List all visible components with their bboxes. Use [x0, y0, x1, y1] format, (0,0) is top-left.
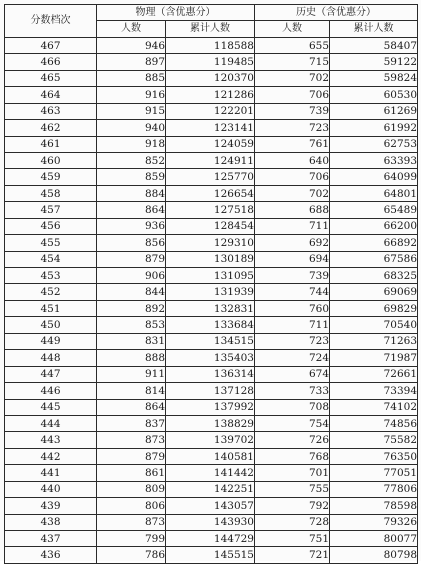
cell-physics-cumulative: 137128 — [166, 383, 255, 399]
cell-physics-cumulative: 124059 — [166, 136, 255, 152]
score-distribution-table — [4, 4, 418, 564]
cell-history-cumulative: 60530 — [330, 87, 418, 103]
cell-physics-cumulative: 120370 — [166, 70, 255, 86]
cell-physics-count: 916 — [97, 87, 166, 103]
table-row — [5, 103, 418, 119]
table-body — [5, 37, 418, 563]
cell-history-count: 674 — [255, 366, 330, 382]
cell-physics-cumulative: 138829 — [166, 415, 255, 431]
cell-physics-cumulative: 132831 — [166, 300, 255, 316]
cell-physics-count: 936 — [97, 218, 166, 234]
cell-history-count: 715 — [255, 54, 330, 70]
cell-physics-count: 915 — [97, 103, 166, 119]
cell-history-cumulative: 71263 — [330, 333, 418, 349]
cell-history-cumulative: 66200 — [330, 218, 418, 234]
table-row — [5, 185, 418, 201]
cell-history-count: 760 — [255, 300, 330, 316]
cell-physics-count: 888 — [97, 350, 166, 366]
cell-history-count: 733 — [255, 383, 330, 399]
cell-history-count: 688 — [255, 202, 330, 218]
cell-score: 464 — [5, 87, 97, 103]
cell-score: 444 — [5, 415, 97, 431]
cell-score: 436 — [5, 547, 97, 563]
cell-history-count: 739 — [255, 268, 330, 284]
table-row — [5, 120, 418, 136]
cell-history-count: 702 — [255, 70, 330, 86]
cell-history-cumulative: 69829 — [330, 300, 418, 316]
cell-score: 451 — [5, 300, 97, 316]
cell-physics-cumulative: 145515 — [166, 547, 255, 563]
cell-history-cumulative: 71987 — [330, 350, 418, 366]
cell-history-count: 792 — [255, 498, 330, 514]
cell-physics-cumulative: 121286 — [166, 87, 255, 103]
cell-score: 446 — [5, 383, 97, 399]
cell-history-count: 692 — [255, 235, 330, 251]
cell-history-cumulative: 66892 — [330, 235, 418, 251]
table-row — [5, 202, 418, 218]
header-score-band: 分数档次 — [5, 5, 97, 38]
cell-score: 457 — [5, 202, 97, 218]
cell-history-cumulative: 69069 — [330, 284, 418, 300]
cell-history-cumulative: 68325 — [330, 268, 418, 284]
cell-history-count: 694 — [255, 251, 330, 267]
cell-physics-cumulative: 144729 — [166, 531, 255, 547]
table-row — [5, 268, 418, 284]
cell-score: 442 — [5, 448, 97, 464]
cell-history-cumulative: 62753 — [330, 136, 418, 152]
cell-physics-count: 906 — [97, 268, 166, 284]
cell-history-count: 755 — [255, 481, 330, 497]
cell-score: 455 — [5, 235, 97, 251]
table-row — [5, 333, 418, 349]
table-row — [5, 37, 418, 53]
cell-history-count: 754 — [255, 415, 330, 431]
cell-score: 461 — [5, 136, 97, 152]
cell-physics-count: 859 — [97, 169, 166, 185]
cell-score: 441 — [5, 465, 97, 481]
table-row — [5, 498, 418, 514]
cell-score: 445 — [5, 399, 97, 415]
cell-score: 460 — [5, 152, 97, 168]
cell-score: 448 — [5, 350, 97, 366]
cell-physics-cumulative: 131095 — [166, 268, 255, 284]
cell-physics-count: 864 — [97, 399, 166, 415]
cell-physics-cumulative: 127518 — [166, 202, 255, 218]
cell-physics-cumulative: 125770 — [166, 169, 255, 185]
header-history-cumulative: 累计人数 — [330, 21, 418, 37]
table-row — [5, 136, 418, 152]
header-history: 历史（含优惠分） — [255, 5, 418, 21]
cell-score: 439 — [5, 498, 97, 514]
table-row — [5, 300, 418, 316]
cell-physics-count: 879 — [97, 251, 166, 267]
cell-physics-count: 844 — [97, 284, 166, 300]
cell-history-count: 728 — [255, 514, 330, 530]
cell-physics-count: 806 — [97, 498, 166, 514]
cell-history-cumulative: 72661 — [330, 366, 418, 382]
table-row — [5, 531, 418, 547]
cell-history-cumulative: 80077 — [330, 531, 418, 547]
cell-physics-count: 885 — [97, 70, 166, 86]
table-row — [5, 284, 418, 300]
cell-score: 450 — [5, 317, 97, 333]
cell-physics-cumulative: 135403 — [166, 350, 255, 366]
cell-history-count: 721 — [255, 547, 330, 563]
cell-score: 456 — [5, 218, 97, 234]
cell-history-count: 706 — [255, 169, 330, 185]
cell-history-cumulative: 64801 — [330, 185, 418, 201]
cell-history-count: 655 — [255, 37, 330, 53]
table-row — [5, 235, 418, 251]
table-row — [5, 448, 418, 464]
cell-history-count: 711 — [255, 317, 330, 333]
cell-history-count: 723 — [255, 120, 330, 136]
cell-physics-cumulative: 140581 — [166, 448, 255, 464]
cell-history-count: 706 — [255, 87, 330, 103]
cell-history-cumulative: 74856 — [330, 415, 418, 431]
table-row — [5, 169, 418, 185]
cell-history-cumulative: 64099 — [330, 169, 418, 185]
cell-history-count: 739 — [255, 103, 330, 119]
cell-physics-cumulative: 130189 — [166, 251, 255, 267]
cell-history-cumulative: 61269 — [330, 103, 418, 119]
header-history-count: 人数 — [255, 21, 330, 37]
table-row — [5, 432, 418, 448]
cell-score: 440 — [5, 481, 97, 497]
table-row — [5, 87, 418, 103]
cell-physics-cumulative: 131939 — [166, 284, 255, 300]
cell-history-count: 724 — [255, 350, 330, 366]
cell-history-count: 701 — [255, 465, 330, 481]
cell-score: 466 — [5, 54, 97, 70]
cell-history-cumulative: 73394 — [330, 383, 418, 399]
cell-score: 449 — [5, 333, 97, 349]
cell-history-cumulative: 77806 — [330, 481, 418, 497]
cell-history-cumulative: 80798 — [330, 547, 418, 563]
cell-score: 452 — [5, 284, 97, 300]
header-physics-count: 人数 — [97, 21, 166, 37]
cell-score: 438 — [5, 514, 97, 530]
cell-history-count: 768 — [255, 448, 330, 464]
cell-physics-count: 814 — [97, 383, 166, 399]
cell-physics-count: 837 — [97, 415, 166, 431]
cell-history-count: 751 — [255, 531, 330, 547]
cell-physics-cumulative: 129310 — [166, 235, 255, 251]
cell-history-cumulative: 61992 — [330, 120, 418, 136]
cell-physics-count: 852 — [97, 152, 166, 168]
table-row — [5, 218, 418, 234]
cell-history-cumulative: 67586 — [330, 251, 418, 267]
table-row — [5, 366, 418, 382]
cell-history-cumulative: 75582 — [330, 432, 418, 448]
table-row — [5, 54, 418, 70]
table-row — [5, 383, 418, 399]
cell-physics-count: 856 — [97, 235, 166, 251]
table-row — [5, 317, 418, 333]
table-row — [5, 251, 418, 267]
cell-score: 443 — [5, 432, 97, 448]
table-row — [5, 465, 418, 481]
table-row — [5, 399, 418, 415]
cell-score: 467 — [5, 37, 97, 53]
cell-physics-count: 873 — [97, 514, 166, 530]
cell-history-count: 726 — [255, 432, 330, 448]
cell-history-cumulative: 76350 — [330, 448, 418, 464]
cell-history-cumulative: 59122 — [330, 54, 418, 70]
table-row — [5, 514, 418, 530]
cell-physics-cumulative: 143057 — [166, 498, 255, 514]
cell-physics-cumulative: 141442 — [166, 465, 255, 481]
cell-history-count: 708 — [255, 399, 330, 415]
cell-physics-count: 861 — [97, 465, 166, 481]
cell-history-cumulative: 70540 — [330, 317, 418, 333]
cell-physics-count: 809 — [97, 481, 166, 497]
cell-history-count: 711 — [255, 218, 330, 234]
cell-history-count: 744 — [255, 284, 330, 300]
cell-physics-cumulative: 124911 — [166, 152, 255, 168]
cell-physics-count: 864 — [97, 202, 166, 218]
cell-score: 462 — [5, 120, 97, 136]
cell-history-cumulative: 63393 — [330, 152, 418, 168]
cell-history-cumulative: 79326 — [330, 514, 418, 530]
cell-physics-count: 892 — [97, 300, 166, 316]
cell-physics-count: 786 — [97, 547, 166, 563]
cell-physics-cumulative: 128454 — [166, 218, 255, 234]
cell-score: 447 — [5, 366, 97, 382]
cell-physics-count: 879 — [97, 448, 166, 464]
cell-history-count: 723 — [255, 333, 330, 349]
cell-physics-cumulative: 118588 — [166, 37, 255, 53]
cell-score: 459 — [5, 169, 97, 185]
cell-history-count: 761 — [255, 136, 330, 152]
cell-physics-cumulative: 139702 — [166, 432, 255, 448]
cell-history-count: 640 — [255, 152, 330, 168]
cell-score: 458 — [5, 185, 97, 201]
cell-history-cumulative: 78598 — [330, 498, 418, 514]
cell-score: 453 — [5, 268, 97, 284]
header-physics: 物理（含优惠分） — [97, 5, 255, 21]
cell-score: 463 — [5, 103, 97, 119]
table-row — [5, 415, 418, 431]
cell-history-cumulative: 58407 — [330, 37, 418, 53]
cell-physics-count: 918 — [97, 136, 166, 152]
cell-history-cumulative: 74102 — [330, 399, 418, 415]
cell-physics-count: 873 — [97, 432, 166, 448]
table-header — [5, 5, 418, 38]
cell-physics-cumulative: 122201 — [166, 103, 255, 119]
cell-physics-cumulative: 126654 — [166, 185, 255, 201]
header-physics-cumulative: 累计人数 — [166, 21, 255, 37]
cell-physics-count: 911 — [97, 366, 166, 382]
table-row — [5, 152, 418, 168]
table-row — [5, 70, 418, 86]
cell-history-count: 702 — [255, 185, 330, 201]
cell-physics-count: 897 — [97, 54, 166, 70]
cell-physics-cumulative: 136314 — [166, 366, 255, 382]
cell-physics-cumulative: 134515 — [166, 333, 255, 349]
cell-physics-count: 884 — [97, 185, 166, 201]
cell-score: 465 — [5, 70, 97, 86]
cell-physics-count: 940 — [97, 120, 166, 136]
table-row — [5, 350, 418, 366]
cell-physics-cumulative: 142251 — [166, 481, 255, 497]
cell-physics-count: 799 — [97, 531, 166, 547]
cell-physics-count: 831 — [97, 333, 166, 349]
cell-physics-cumulative: 137992 — [166, 399, 255, 415]
cell-physics-count: 853 — [97, 317, 166, 333]
table-row — [5, 481, 418, 497]
cell-physics-count: 946 — [97, 37, 166, 53]
cell-history-cumulative: 59824 — [330, 70, 418, 86]
cell-history-cumulative: 77051 — [330, 465, 418, 481]
cell-physics-cumulative: 119485 — [166, 54, 255, 70]
cell-score: 454 — [5, 251, 97, 267]
cell-physics-cumulative: 143930 — [166, 514, 255, 530]
cell-history-cumulative: 65489 — [330, 202, 418, 218]
cell-score: 437 — [5, 531, 97, 547]
cell-physics-cumulative: 123141 — [166, 120, 255, 136]
cell-physics-cumulative: 133684 — [166, 317, 255, 333]
